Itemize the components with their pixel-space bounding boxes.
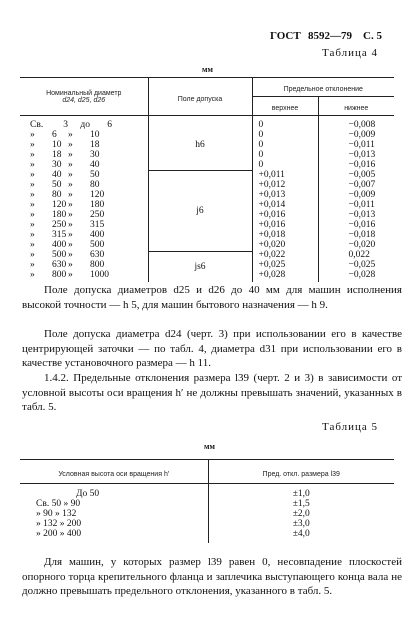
upper-value: +0,018 bbox=[258, 230, 286, 240]
lower-value: −0,008 bbox=[348, 120, 376, 130]
lower-value: −0,007 bbox=[348, 180, 376, 190]
table4-header-field: Поле допуска bbox=[148, 78, 252, 116]
table4-fields bbox=[148, 116, 252, 283]
range-cell: » bbox=[30, 150, 35, 160]
upper-value: +0,011 bbox=[258, 170, 285, 180]
upper-value: +0,025 bbox=[258, 260, 286, 270]
range-cell: 50 bbox=[90, 170, 100, 180]
range-cell: » bbox=[30, 170, 35, 180]
range-cell: » bbox=[30, 160, 35, 170]
range-cell: » bbox=[68, 230, 73, 240]
gost-number: 8592—79 bbox=[308, 30, 352, 42]
table4-upper-values bbox=[252, 116, 318, 283]
field-js6-cell: js6 bbox=[194, 262, 206, 272]
range-cell: » bbox=[30, 200, 35, 210]
upper-value: +0,020 bbox=[258, 240, 286, 250]
table5-deviation: ±2,0 bbox=[292, 509, 310, 519]
table4 bbox=[20, 77, 394, 282]
table4-unit: мм bbox=[202, 65, 213, 74]
range-cell: 400 bbox=[90, 230, 105, 240]
range-cell: » bbox=[68, 180, 73, 190]
range-cell: 18 bbox=[90, 140, 100, 150]
upper-value: +0,022 bbox=[258, 250, 286, 260]
upper-value: 0 bbox=[258, 140, 264, 150]
lower-value: −0,013 bbox=[348, 150, 376, 160]
range-cell: 315 bbox=[90, 220, 105, 230]
range-cell: 800 bbox=[52, 270, 67, 280]
lower-value: −0,011 bbox=[348, 140, 375, 150]
range-cell: 180 bbox=[52, 210, 67, 220]
range-cell: » bbox=[68, 240, 73, 250]
range-cell: » bbox=[68, 140, 73, 150]
range-cell: 30 bbox=[52, 160, 62, 170]
range-cell: » bbox=[68, 210, 73, 220]
upper-value: +0,012 bbox=[258, 180, 286, 190]
range-cell: 6 bbox=[52, 130, 57, 140]
table4-lower-values bbox=[318, 116, 394, 283]
field-h6-cell: h6 bbox=[149, 120, 252, 171]
table5-caption: Таблица 5 bbox=[322, 421, 379, 433]
lower-value: −0,020 bbox=[348, 240, 376, 250]
range-cell: » bbox=[68, 170, 73, 180]
lower-value: 0,022 bbox=[348, 250, 370, 260]
range-cell: » bbox=[68, 160, 73, 170]
lower-value: −0,028 bbox=[348, 270, 376, 280]
range-cell: » bbox=[68, 150, 73, 160]
range-cell: » bbox=[30, 250, 35, 260]
table5-deviation: ±1,0 bbox=[292, 489, 310, 499]
lower-value: −0,009 bbox=[348, 190, 376, 200]
upper-value: +0,016 bbox=[258, 210, 286, 220]
table4-header-upper: верхнее bbox=[252, 97, 318, 116]
lower-value: −0,011 bbox=[348, 200, 375, 210]
table5-ranges bbox=[20, 484, 208, 544]
range-cell: 250 bbox=[90, 210, 105, 220]
lower-value: −0,018 bbox=[348, 230, 376, 240]
range-cell: » bbox=[30, 260, 35, 270]
range-cell: 18 bbox=[52, 150, 62, 160]
range-cell: » bbox=[30, 240, 35, 250]
table5-header-deviation: Пред. откл. размера l39 bbox=[208, 460, 394, 484]
range-cell: 1000 bbox=[90, 270, 109, 280]
range-cell: » bbox=[30, 190, 35, 200]
range-cell: 6 bbox=[107, 120, 112, 130]
range-cell: 500 bbox=[52, 250, 67, 260]
range-cell: 3 bbox=[63, 120, 68, 130]
range-cell: Св. bbox=[30, 120, 44, 130]
gost-label: ГОСТ bbox=[270, 30, 301, 42]
table5-deviation: ±1,5 bbox=[292, 499, 310, 509]
upper-value: 0 bbox=[258, 150, 264, 160]
table5-deviation: ±3,0 bbox=[292, 519, 310, 529]
range-cell: до bbox=[80, 120, 90, 130]
upper-value: 0 bbox=[258, 160, 264, 170]
table5-range: » 132 » 200 bbox=[36, 519, 82, 529]
range-cell: 40 bbox=[90, 160, 100, 170]
range-cell: » bbox=[68, 270, 73, 280]
table5-deviations bbox=[208, 484, 394, 544]
range-cell: » bbox=[30, 220, 35, 230]
table5-range: » 200 » 400 bbox=[36, 529, 82, 539]
range-cell: 180 bbox=[90, 200, 105, 210]
table4-caption: Таблица 4 bbox=[322, 47, 379, 59]
upper-value: +0,028 bbox=[258, 270, 286, 280]
range-cell: 50 bbox=[52, 180, 62, 190]
field-j6-cell: j6 bbox=[149, 171, 252, 252]
range-cell: 30 bbox=[90, 150, 100, 160]
upper-value: +0,013 bbox=[258, 190, 286, 200]
upper-value: 0 bbox=[258, 120, 264, 130]
range-cell: 80 bbox=[90, 180, 100, 190]
lower-value: −0,009 bbox=[348, 130, 376, 140]
range-cell: » bbox=[30, 130, 35, 140]
range-cell: 800 bbox=[90, 260, 105, 270]
paragraph-4: Для машин, у которых размер l39 равен 0, несовпадение плоскостей опорного торца крепительного фланца и заплечика выступающего конца вала не должно превышать предельного отклонения, указанного в табл. 5. bbox=[22, 556, 402, 597]
lower-value: −0,013 bbox=[348, 210, 376, 220]
range-cell: » bbox=[68, 200, 73, 210]
range-cell: 80 bbox=[52, 190, 62, 200]
range-cell: 10 bbox=[90, 130, 100, 140]
range-cell: 500 bbox=[90, 240, 105, 250]
range-cell: 10 bbox=[52, 140, 62, 150]
range-cell: 120 bbox=[90, 190, 105, 200]
range-cell: » bbox=[30, 210, 35, 220]
lower-value: −0,016 bbox=[348, 220, 376, 230]
paragraph-1: Поле допуска диаметров d25 и d26 до 40 мм для машин исполнения высокой точности — h 5, для машин бытового назначения — h 9. bbox=[22, 284, 402, 311]
range-cell: » bbox=[30, 230, 35, 240]
table4-header-diameter: Номинальный диаметр d24, d25, d26 bbox=[20, 78, 148, 116]
range-cell: 400 bbox=[52, 240, 67, 250]
range-cell: » bbox=[68, 220, 73, 230]
range-cell: 40 bbox=[52, 170, 62, 180]
range-cell: 630 bbox=[52, 260, 67, 270]
range-cell: » bbox=[68, 250, 73, 260]
upper-value: 0 bbox=[258, 130, 264, 140]
range-cell: » bbox=[68, 130, 73, 140]
range-cell: » bbox=[68, 260, 73, 270]
table5-header-height: Условная высота оси вращения h′ bbox=[20, 460, 208, 484]
table5-range: » 90 » 132 bbox=[36, 509, 77, 519]
lower-value: −0,005 bbox=[348, 170, 376, 180]
paragraph-2: Поле допуска диаметра d24 (черт. 3) при использовании его в качестве центрирующей заточки — по табл. 4, диаметра d31 при использовании его в качестве установочного размера — h 11. bbox=[22, 328, 402, 369]
range-cell: » bbox=[30, 270, 35, 280]
upper-value: +0,016 bbox=[258, 220, 286, 230]
paragraph-3: 1.4.2. Предельные отклонения размера l39 (черт. 2 и 3) в зависимости от условной высоты оси вращения h′ не должны превышать значений, указанных в табл. 5. bbox=[22, 372, 402, 413]
range-cell: 250 bbox=[52, 220, 67, 230]
lower-value: −0,025 bbox=[348, 260, 376, 270]
range-cell: » bbox=[68, 190, 73, 200]
range-cell: 120 bbox=[52, 200, 67, 210]
upper-value: +0,014 bbox=[258, 200, 286, 210]
range-cell: » bbox=[30, 140, 35, 150]
table5-range: До 50 bbox=[76, 489, 100, 499]
table4-ranges bbox=[20, 116, 148, 283]
table5-range: Св. 50 » 90 bbox=[36, 499, 81, 509]
table4-header-deviation: Предельное отклонение bbox=[252, 78, 394, 97]
table5 bbox=[20, 459, 394, 543]
page-number: С. 5 bbox=[363, 30, 382, 42]
lower-value: −0,016 bbox=[348, 160, 376, 170]
range-cell: » bbox=[30, 180, 35, 190]
table4-header-lower: нижнее bbox=[318, 97, 394, 116]
table5-deviation: ±4,0 bbox=[292, 529, 310, 539]
table5-unit: мм bbox=[204, 442, 215, 451]
range-cell: 630 bbox=[90, 250, 105, 260]
range-cell: 315 bbox=[52, 230, 67, 240]
